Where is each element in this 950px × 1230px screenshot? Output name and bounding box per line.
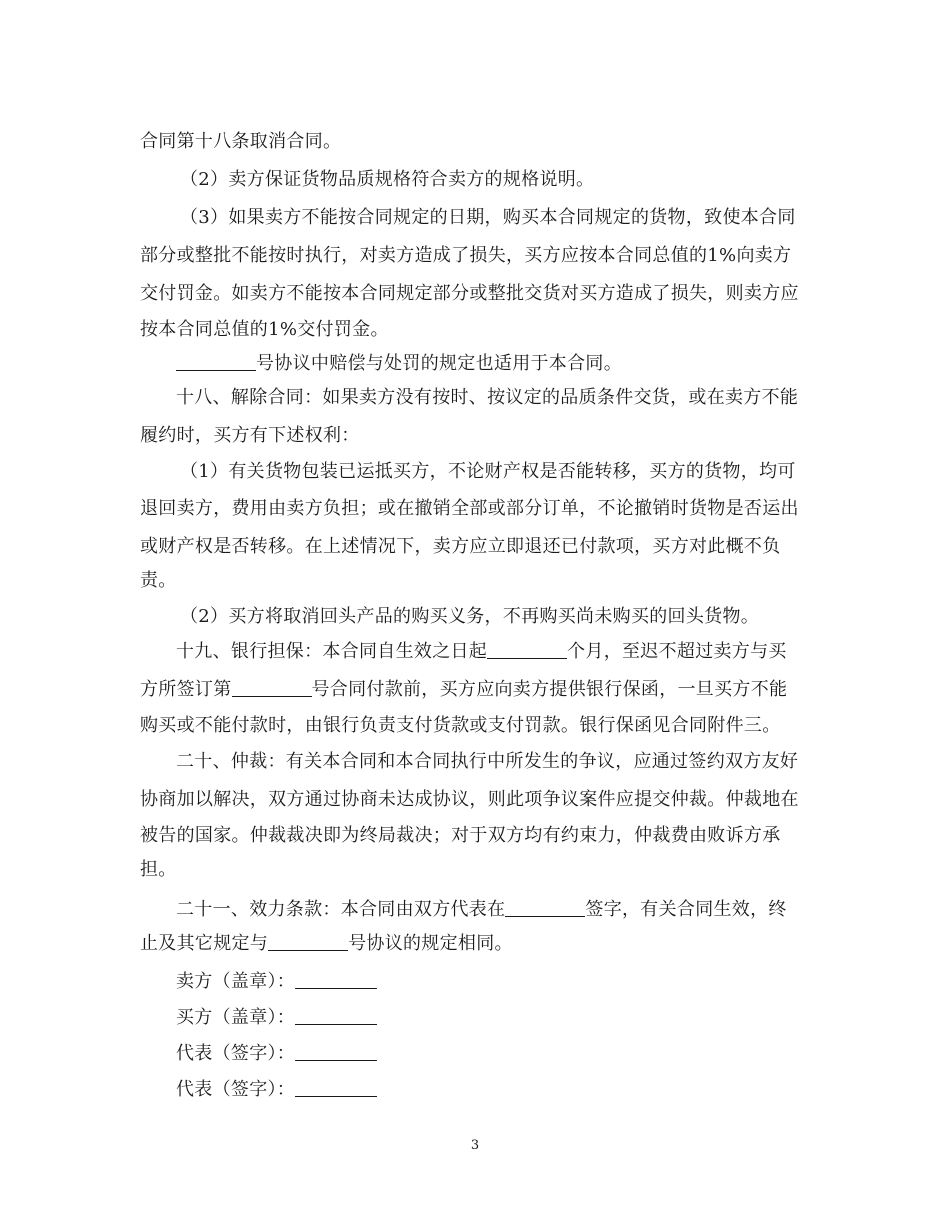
signature-blank xyxy=(295,1006,377,1025)
line-text: 方所签订第 xyxy=(140,679,232,700)
signature-label: 代表（签字）： xyxy=(176,1043,296,1064)
line-text: 号协议的规定相同。 xyxy=(348,933,513,954)
paragraph-line: 担。 xyxy=(140,859,177,880)
paragraph-line: 二十、仲裁：有关本合同和本合同执行中所发生的争议，应通过签约双方友好 xyxy=(176,751,799,772)
fill-in-blank xyxy=(232,678,312,697)
signature-blank xyxy=(295,1078,377,1097)
paragraph-line xyxy=(176,352,622,376)
fill-in-blank xyxy=(487,640,567,659)
paragraph-line: 退回卖方，费用由卖方负担；或在撤销全部或部分订单，不论撤销时货物是否运出 xyxy=(140,498,799,519)
paragraph-line xyxy=(140,678,787,702)
paragraph-line: 被告的国家。仲裁裁决即为终局裁决；对于双方均有约束力，仲裁费由败诉方承 xyxy=(140,825,781,846)
paragraph-line: （1）有关货物包装已运抵买方，不论财产权是否能转移，买方的货物，均可 xyxy=(180,461,796,482)
line-text: 签字，有关合同生效，终 xyxy=(585,899,787,920)
signature-label: 代表（签字）： xyxy=(176,1079,296,1100)
paragraph-line xyxy=(176,640,787,664)
paragraph-line: 购买或不能付款时，由银行负责支付货款或支付罚款。银行保函见合同附件三。 xyxy=(140,715,781,736)
paragraph-line: 或财产权是否转移。在上述情况下，卖方应立即退还已付款项，买方对此概不负 xyxy=(140,536,781,557)
paragraph-line: 十八、解除合同：如果卖方没有按时、按议定的品质条件交货，或在卖方不能 xyxy=(176,387,799,408)
line-text: 十九、银行担保：本合同自生效之日起 xyxy=(176,641,488,662)
paragraph-line: 责。 xyxy=(140,570,177,591)
signature-blank xyxy=(295,970,377,989)
signature-label: 买方（盖章）： xyxy=(176,1007,296,1028)
page-number: 3 xyxy=(470,1138,480,1153)
paragraph-line: 交付罚金。如卖方不能按本合同规定部分或整批交货对买方造成了损失，则卖方应 xyxy=(140,283,799,304)
fill-in-blank xyxy=(268,932,348,951)
line-text: 号合同付款前，买方应向卖方提供银行保函，一旦买方不能 xyxy=(311,679,788,700)
paragraph-line: 协商加以解决，双方通过协商未达成协议，则此项争议案件应提交仲裁。仲裁地在 xyxy=(140,789,799,810)
signature-representative-1 xyxy=(176,1042,377,1066)
line-text: 号协议中赔偿与处罚的规定也适用于本合同。 xyxy=(256,353,622,374)
line-text: 二十一、效力条款：本合同由双方代表在 xyxy=(176,899,506,920)
signature-representative-2 xyxy=(176,1078,377,1102)
signature-buyer-seal xyxy=(176,1006,377,1030)
paragraph-line: （3）如果卖方不能按合同规定的日期，购买本合同规定的货物，致使本合同 xyxy=(180,207,796,228)
paragraph-line: （2）卖方保证货物品质规格符合卖方的规格说明。 xyxy=(180,169,595,190)
signature-label: 卖方（盖章）： xyxy=(176,971,296,992)
fill-in-blank xyxy=(505,898,585,917)
paragraph-line: 履约时，买方有下述权利： xyxy=(140,425,360,446)
line-text: 个月，至迟不超过卖方与买 xyxy=(567,641,787,662)
paragraph-line: 合同第十八条取消合同。 xyxy=(140,131,342,152)
paragraph-line: 部分或整批不能按时执行，对卖方造成了损失，买方应按本合同总值的1%向卖方 xyxy=(140,245,792,266)
fill-in-blank xyxy=(176,352,256,371)
line-text: 止及其它规定与 xyxy=(140,933,269,954)
paragraph-line: 按本合同总值的1%交付罚金。 xyxy=(140,319,389,340)
paragraph-line xyxy=(140,932,513,956)
signature-seller-seal xyxy=(176,970,377,994)
paragraph-line: （2）买方将取消回头产品的购买义务，不再购买尚未购买的回头货物。 xyxy=(180,606,760,627)
paragraph-line xyxy=(176,898,787,922)
signature-blank xyxy=(295,1042,377,1061)
